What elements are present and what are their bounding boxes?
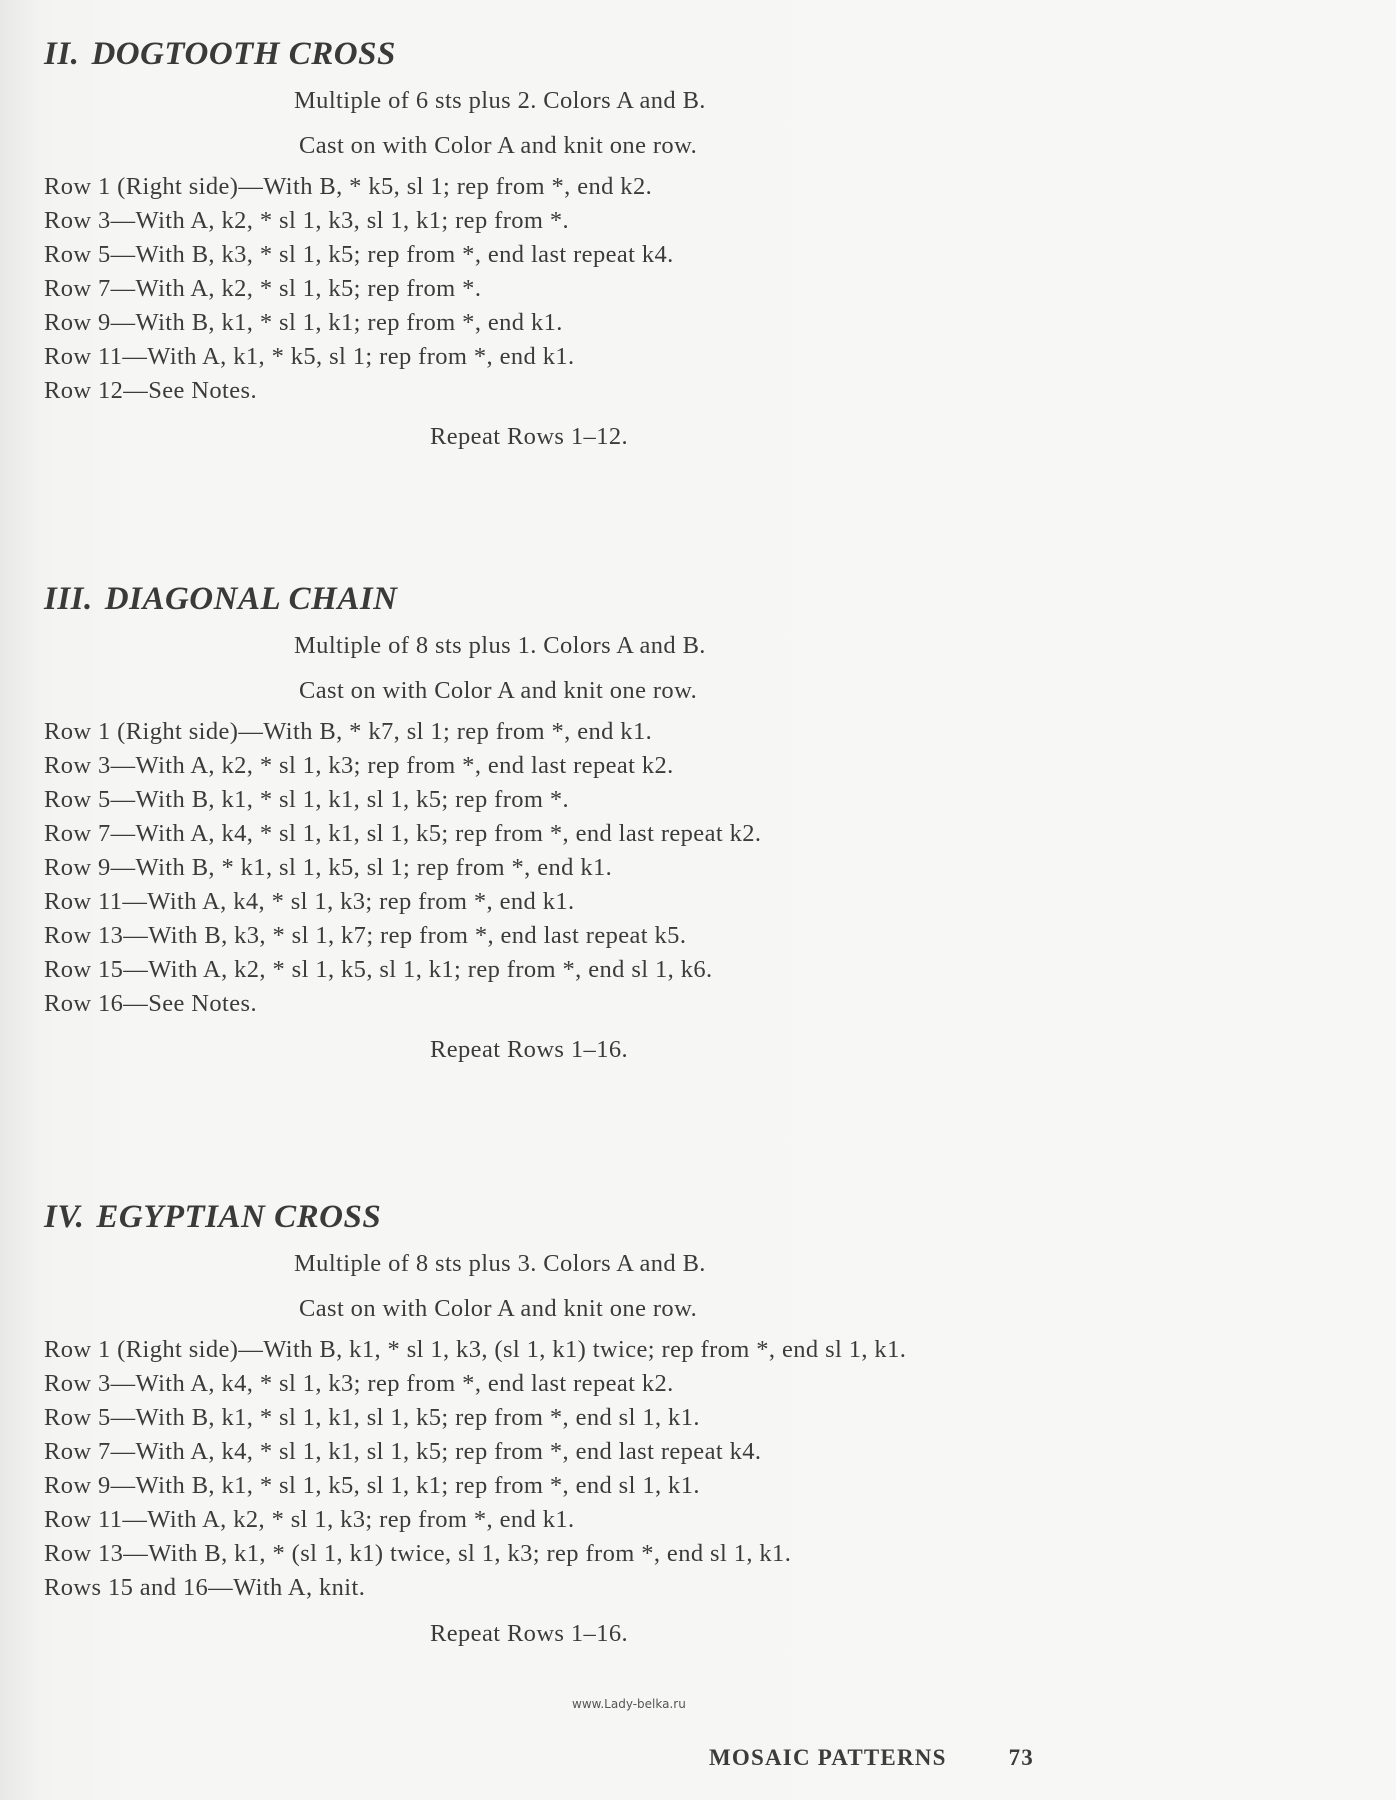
row-instruction: Row 3—With A, k2, * sl 1, k3; rep from *, end last repeat k2. xyxy=(44,752,674,779)
cast-on-note: Cast on with Color A and knit one row. xyxy=(299,132,698,159)
row-instruction: Row 13—With B, k1, * (sl 1, k1) twice, sl 1, k3; rep from *, end sl 1, k1. xyxy=(44,1540,792,1567)
row-instruction: Row 9—With B, k1, * sl 1, k5, sl 1, k1; rep from *, end sl 1, k1. xyxy=(44,1472,700,1499)
pattern-section-diagonal-chain xyxy=(44,579,1084,1067)
watermark-url: www.Lady-belka.ru xyxy=(572,1697,686,1711)
row-instruction: Row 5—With B, k3, * sl 1, k5; rep from *, end last repeat k4. xyxy=(44,241,674,268)
section-title xyxy=(44,579,1084,619)
row-instruction: Row 9—With B, k1, * sl 1, k1; rep from *, end k1. xyxy=(44,309,563,336)
row-instruction: Row 12—See Notes. xyxy=(44,377,257,404)
multiple-note: Multiple of 8 sts plus 3. Colors A and B. xyxy=(294,1250,706,1277)
section-number: IV. xyxy=(44,1199,85,1235)
pattern-section-egyptian-cross xyxy=(44,1197,1084,1651)
page-footer xyxy=(709,1745,1034,1771)
page-number: 73 xyxy=(1008,1745,1034,1770)
running-head: MOSAIC PATTERNS xyxy=(709,1745,947,1770)
row-instruction: Row 11—With A, k1, * k5, sl 1; rep from *, end k1. xyxy=(44,343,575,370)
multiple-note: Multiple of 6 sts plus 2. Colors A and B. xyxy=(294,87,706,114)
row-instruction: Row 3—With A, k2, * sl 1, k3, sl 1, k1; rep from *. xyxy=(44,207,570,234)
row-instruction: Row 11—With A, k2, * sl 1, k3; rep from *, end k1. xyxy=(44,1506,575,1533)
row-instruction: Row 11—With A, k4, * sl 1, k3; rep from *, end k1. xyxy=(44,888,575,915)
row-instruction: Row 15—With A, k2, * sl 1, k5, sl 1, k1; rep from *, end sl 1, k6. xyxy=(44,956,713,983)
section-title xyxy=(44,1197,1084,1237)
row-instruction: Row 1 (Right side)—With B, k1, * sl 1, k3, (sl 1, k1) twice; rep from *, end sl 1, k1. xyxy=(44,1336,907,1363)
row-instruction: Row 1 (Right side)—With B, * k5, sl 1; rep from *, end k2. xyxy=(44,173,653,200)
row-instruction: Row 16—See Notes. xyxy=(44,990,257,1017)
section-number: III. xyxy=(44,581,93,617)
repeat-note: Repeat Rows 1–12. xyxy=(430,423,629,450)
section-name: EGYPTIAN CROSS xyxy=(96,1199,382,1235)
repeat-note: Repeat Rows 1–16. xyxy=(430,1036,629,1063)
row-instruction: Row 5—With B, k1, * sl 1, k1, sl 1, k5; rep from *. xyxy=(44,786,570,813)
row-instructions xyxy=(44,715,1084,1021)
row-instruction: Row 7—With A, k2, * sl 1, k5; rep from *. xyxy=(44,275,482,302)
row-instructions xyxy=(44,170,1084,408)
row-instruction: Row 9—With B, * k1, sl 1, k5, sl 1; rep from *, end k1. xyxy=(44,854,613,881)
row-instruction: Row 7—With A, k4, * sl 1, k1, sl 1, k5; rep from *, end last repeat k4. xyxy=(44,1438,762,1465)
cast-on-note: Cast on with Color A and knit one row. xyxy=(299,677,698,704)
row-instruction: Row 13—With B, k3, * sl 1, k7; rep from *, end last repeat k5. xyxy=(44,922,687,949)
row-instruction: Rows 15 and 16—With A, knit. xyxy=(44,1574,366,1601)
cast-on-note: Cast on with Color A and knit one row. xyxy=(299,1295,698,1322)
row-instruction: Row 5—With B, k1, * sl 1, k1, sl 1, k5; rep from *, end sl 1, k1. xyxy=(44,1404,700,1431)
section-name: DIAGONAL CHAIN xyxy=(104,581,398,617)
row-instruction: Row 1 (Right side)—With B, * k7, sl 1; rep from *, end k1. xyxy=(44,718,653,745)
row-instruction: Row 7—With A, k4, * sl 1, k1, sl 1, k5; rep from *, end last repeat k2. xyxy=(44,820,762,847)
section-name: DOGTOOTH CROSS xyxy=(91,36,396,72)
multiple-note: Multiple of 8 sts plus 1. Colors A and B. xyxy=(294,632,706,659)
row-instruction: Row 3—With A, k4, * sl 1, k3; rep from *, end last repeat k2. xyxy=(44,1370,674,1397)
row-instructions xyxy=(44,1333,1084,1605)
repeat-note: Repeat Rows 1–16. xyxy=(430,1620,629,1647)
section-number: II. xyxy=(44,36,80,72)
section-title xyxy=(44,34,1084,74)
pattern-section-dogtooth-cross xyxy=(44,34,1084,454)
